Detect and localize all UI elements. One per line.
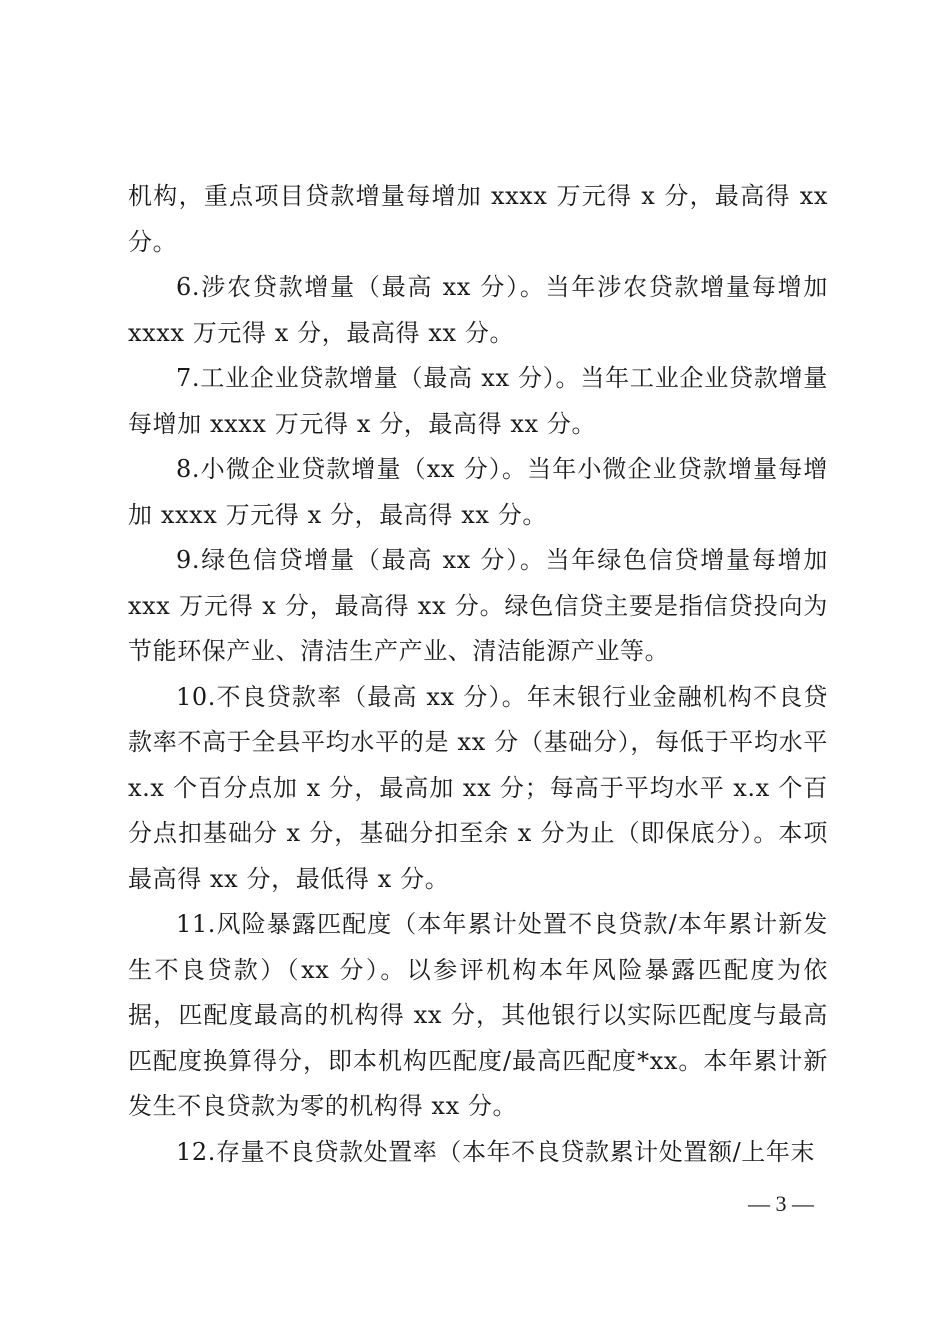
document-body bbox=[128, 174, 828, 1175]
paragraph-item-12: 12.存量不良贷款处置率（本年不良贷款累计处置额/上年末 bbox=[176, 1137, 816, 1166]
paragraph-continuation: 机构，重点项目贷款增量每增加 xxxx 万元得 x 分，最高得 xx 分。 bbox=[128, 182, 828, 256]
paragraph-item-8: 8.小微企业贷款增量（xx 分）。当年小微企业贷款增量每增加 xxxx 万元得 x 分，最高得 xx 分。 bbox=[128, 455, 828, 529]
paragraph-item-10: 10.不良贷款率（最高 xx 分）。年末银行业金融机构不良贷款率不高于全县平均水平的是 xx 分（基础分），每低于平均水平 x.x 个百分点加 x 分，最高加 xx 分；每高于平均水平 x.x 个百分点扣基础分 x 分，基础分扣至余 x 分为止（即保底分）。本项最高得 xx 分，最低得 x 分。 bbox=[128, 682, 828, 893]
page-number: — 3 — bbox=[748, 1191, 814, 1216]
paragraph-item-11: 11.风险暴露匹配度（本年累计处置不良贷款/本年累计新发生不良贷款）（xx 分）。以参评机构本年风险暴露匹配度为依据，匹配度最高的机构得 xx 分，其他银行以实际匹配度与最高匹配度换算得分，即本机构匹配度/最高匹配度*xx。本年累计新发生不良贷款为零的机构得 xx 分。 bbox=[128, 910, 828, 1120]
paragraph-item-7: 7.工业企业贷款增量（最高 xx 分）。当年工业企业贷款增量每增加 xxxx 万元得 x 分，最高得 xx 分。 bbox=[128, 364, 828, 438]
paragraph-item-6: 6.涉农贷款增量（最高 xx 分）。当年涉农贷款增量每增加 xxxx 万元得 x 分，最高得 xx 分。 bbox=[128, 273, 828, 347]
paragraph-item-9: 9.绿色信贷增量（最高 xx 分）。当年绿色信贷增量每增加 xxx 万元得 x 分，最高得 xx 分。绿色信贷主要是指信贷投向为节能环保产业、清洁生产产业、清洁能源产业等。 bbox=[128, 546, 828, 665]
